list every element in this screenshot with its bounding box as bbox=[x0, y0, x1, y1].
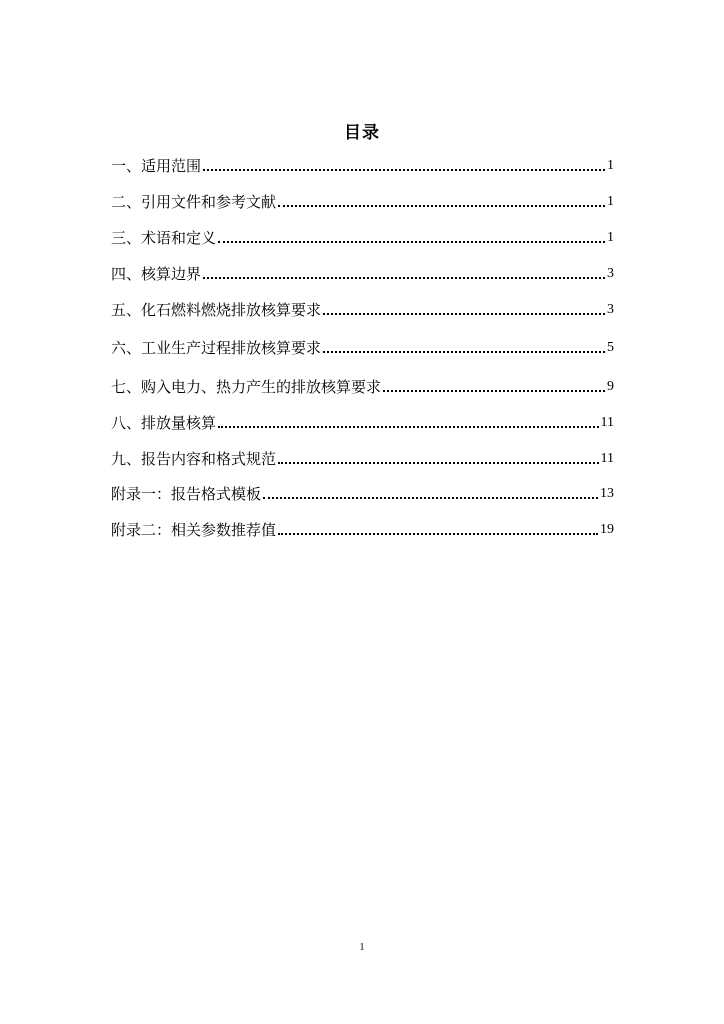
toc-entry-page: 3 bbox=[607, 266, 614, 281]
toc-leader-dots bbox=[278, 532, 598, 535]
toc-entry[interactable] bbox=[111, 152, 614, 176]
toc-entry[interactable] bbox=[111, 334, 614, 358]
toc-entry[interactable] bbox=[111, 224, 614, 248]
toc-title: 目录 bbox=[344, 123, 380, 143]
toc-entry-page: 19 bbox=[600, 522, 614, 537]
toc-entry-page: 13 bbox=[600, 486, 614, 501]
toc-leader-dots bbox=[218, 240, 605, 243]
toc-entry-page: 1 bbox=[607, 158, 614, 173]
toc-entry-page: 5 bbox=[607, 340, 614, 355]
toc-entry-text: 二、引用文件和参考文献 bbox=[111, 193, 277, 211]
toc-leader-dots bbox=[278, 204, 605, 207]
toc-entry-text: 七、购入电力、热力产生的排放核算要求 bbox=[111, 378, 382, 396]
toc-leader-dots bbox=[383, 389, 605, 392]
toc-leader-dots bbox=[278, 461, 599, 464]
toc-entry-page: 1 bbox=[607, 230, 614, 245]
toc-entry-text: 五、化石燃料燃烧排放核算要求 bbox=[111, 301, 322, 319]
toc-leader-dots bbox=[323, 350, 605, 353]
toc-entry-text: 三、术语和定义 bbox=[111, 229, 217, 247]
toc-entry-text: 八、排放量核算 bbox=[111, 414, 217, 432]
toc-entry-text: 六、工业生产过程排放核算要求 bbox=[111, 339, 322, 357]
toc-leader-dots bbox=[323, 312, 605, 315]
toc-leader-dots bbox=[218, 425, 599, 428]
toc-entry-page: 9 bbox=[607, 379, 614, 394]
toc-entry-text: 附录一：报告格式模板 bbox=[111, 485, 262, 503]
toc-entry-page: 11 bbox=[600, 451, 614, 466]
toc-leader-dots bbox=[203, 276, 605, 279]
toc-entry[interactable] bbox=[111, 188, 614, 212]
toc-entry-page: 1 bbox=[607, 194, 614, 209]
toc-entry-text: 一、适用范围 bbox=[111, 157, 202, 175]
toc-entry[interactable] bbox=[111, 480, 614, 504]
toc-entry[interactable] bbox=[111, 445, 614, 469]
toc-entry[interactable] bbox=[111, 516, 614, 540]
toc-entry-text: 九、报告内容和格式规范 bbox=[111, 450, 277, 468]
toc-entry[interactable] bbox=[111, 296, 614, 320]
toc-entry[interactable] bbox=[111, 373, 614, 397]
toc-entry-text: 附录二：相关参数推荐值 bbox=[111, 521, 277, 539]
toc-leader-dots bbox=[203, 168, 605, 171]
toc-entry-page: 11 bbox=[600, 415, 614, 430]
toc-entry-text: 四、核算边界 bbox=[111, 265, 202, 283]
toc-leader-dots bbox=[263, 496, 598, 499]
toc-entry[interactable] bbox=[111, 260, 614, 284]
page-number: 1 bbox=[359, 942, 365, 953]
toc-entry-page: 3 bbox=[607, 302, 614, 317]
toc-entry[interactable] bbox=[111, 409, 614, 433]
